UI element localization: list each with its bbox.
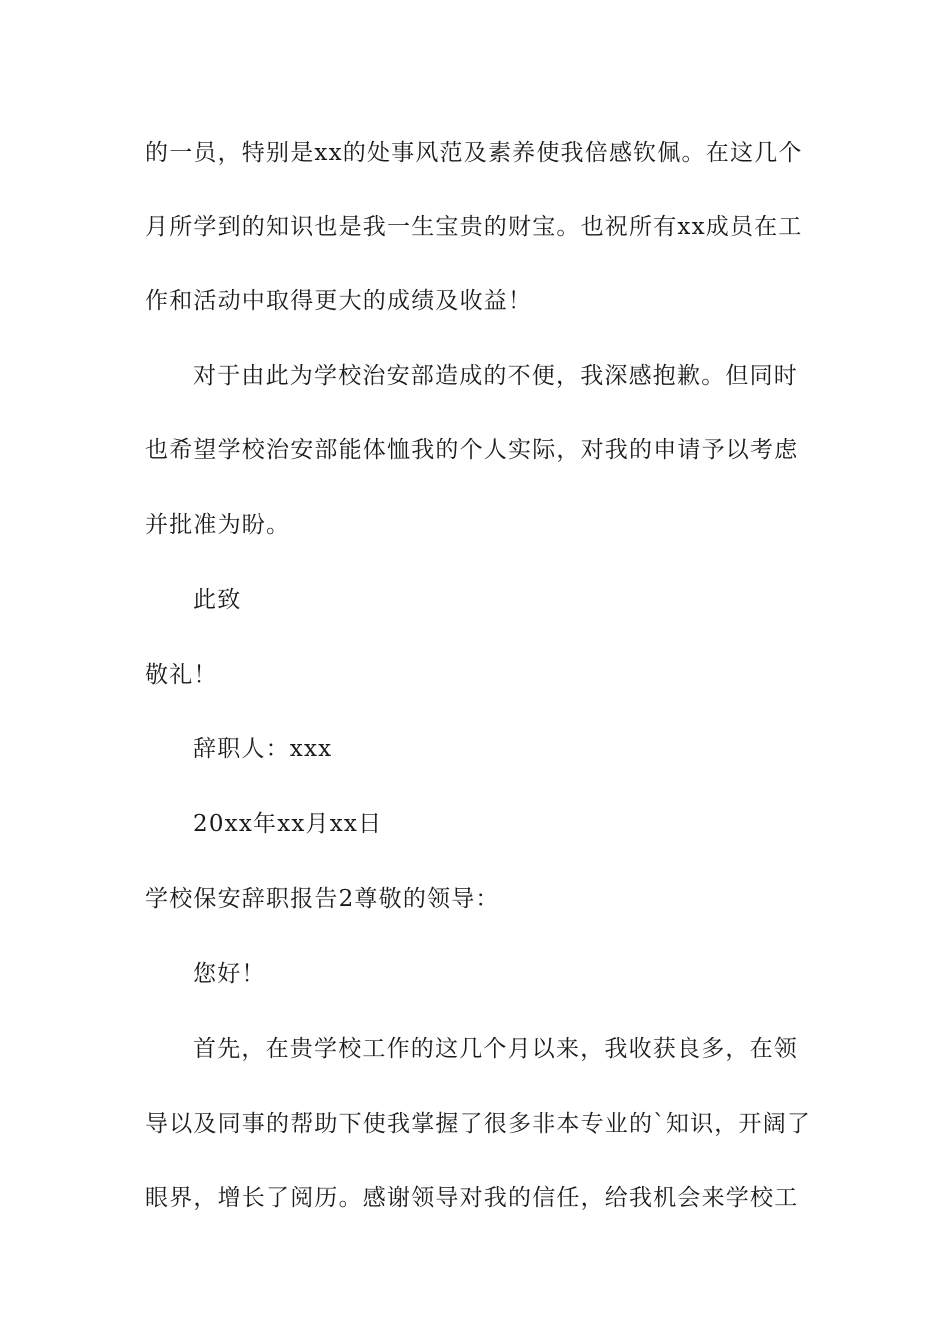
salutation-line: 敬礼！ bbox=[145, 662, 218, 688]
signature-line: 辞职人：xxx bbox=[193, 736, 333, 762]
paragraph-line: 导以及同事的帮助下使我掌握了很多非本专业的`知识，开阔了 bbox=[145, 1111, 812, 1137]
paragraph-line: 月所学到的知识也是我一生宝贵的财宝。也祝所有xx成员在工 bbox=[145, 214, 803, 240]
paragraph-line: 首先，在贵学校工作的这几个月以来，我收获良多，在领 bbox=[193, 1036, 798, 1062]
paragraph-line: 的一员，特别是xx的处事风范及素养使我倍感钦佩。在这几个 bbox=[145, 140, 803, 166]
paragraph-line: 对于由此为学校治安部造成的不便，我深感抱歉。但同时 bbox=[193, 363, 798, 389]
paragraph-line: 眼界，增长了阅历。感谢领导对我的信任，给我机会来学校工 bbox=[145, 1185, 799, 1211]
paragraph-line: 也希望学校治安部能体恤我的个人实际，对我的申请予以考虑 bbox=[145, 437, 799, 463]
paragraph-line: 作和活动中取得更大的成绩及收益！ bbox=[145, 288, 533, 314]
greeting-line: 您好！ bbox=[193, 961, 266, 987]
date-line: 20xx年xx月xx日 bbox=[193, 811, 383, 837]
paragraph-line: 并批准为盼。 bbox=[145, 512, 291, 538]
section-heading: 学校保安辞职报告2尊敬的领导： bbox=[145, 886, 500, 912]
salutation-line: 此致 bbox=[193, 587, 242, 613]
